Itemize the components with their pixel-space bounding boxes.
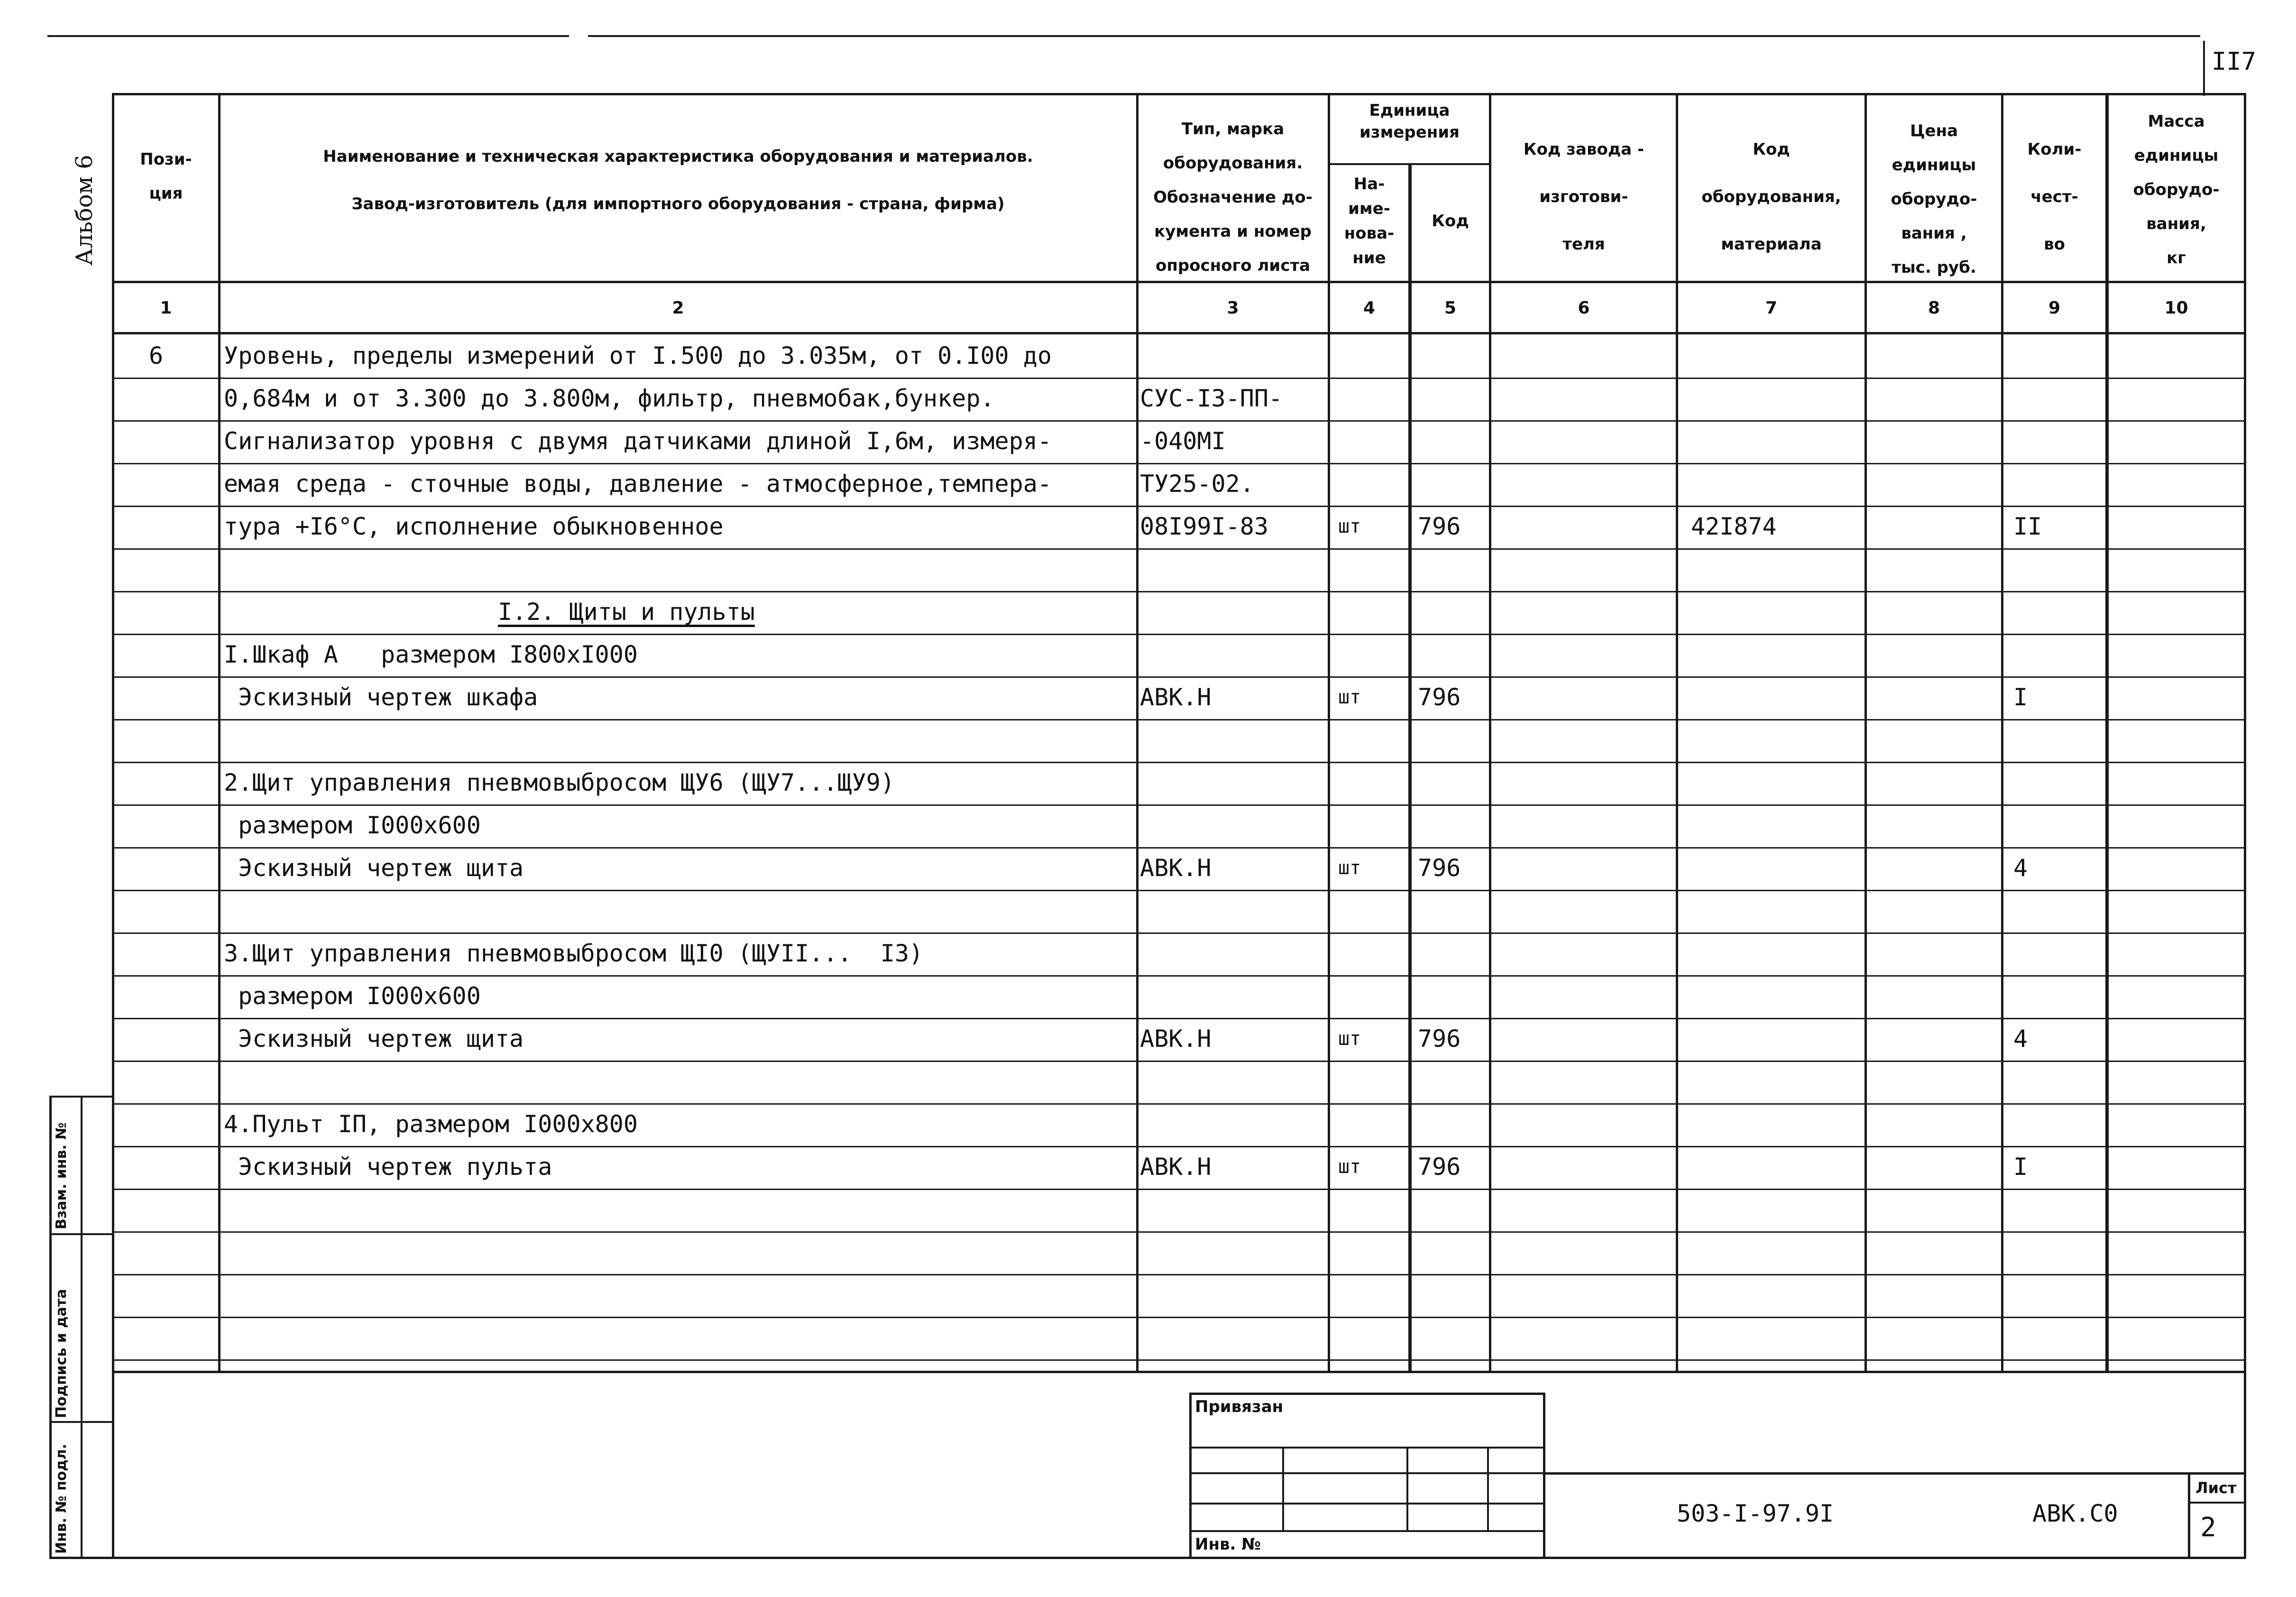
header-position: Пози- ция [140,150,192,203]
type-cell: АВК.Н [1140,854,1212,882]
header-unit-name: На- име- нова- ние [1344,175,1395,268]
type-cell: ТУ25-02. [1140,470,1254,498]
stamp-inv-original: Инв. № подл. [53,1443,70,1554]
col-number: 10 [2164,298,2188,318]
inv-no-label: Инв. № [1195,1535,1261,1554]
name-cell: Эскизный чертеж щита [224,854,524,882]
position-cell: 6 [149,342,164,369]
col-number: 1 [160,298,172,318]
section-heading: I.2. Щиты и пульты [498,598,755,626]
equipment-code-cell: 42I874 [1691,513,1777,540]
name-cell: 4.Пульт IП, размером I000х800 [224,1110,638,1138]
page-number: II7 [2212,47,2256,76]
unit-code-cell: 796 [1418,854,1461,882]
quantity-cell: 4 [2013,1025,2028,1052]
header-equipment-code: Код оборудования, материала [1701,140,1841,254]
header-factory-code: Код завода - изготови- теля [1523,140,1644,254]
unit-cell: шт [1338,516,1361,537]
quantity-cell: II [2013,513,2042,540]
name-cell: Сигнализатор уровня с двумя датчиками длиной I,6м, измеря- [224,427,1052,455]
stamp-inv-replace: Взам. инв. № [53,1122,70,1229]
sheet-label: Лист [2195,1479,2237,1497]
document-code: 503-I-97.9I [1677,1500,1834,1527]
quantity-cell: I [2013,683,2028,711]
type-cell: АВК.Н [1140,1025,1212,1052]
col-number: 9 [2048,298,2061,318]
col-number: 8 [1928,298,1940,318]
col-number: 4 [1363,298,1376,318]
name-cell: I.Шкаф А размером I800хI000 [224,641,638,668]
header-quantity: Коли- чест- во [2027,140,2082,254]
name-cell: 0,684м и от 3.300 до 3.800м, фильтр, пневмобак,бункер. [224,385,995,412]
name-cell: Эскизный чертеж щита [224,1025,524,1052]
unit-cell: шт [1338,1028,1361,1050]
unit-code-cell: 796 [1418,683,1461,711]
type-cell: АВК.Н [1140,683,1212,711]
header-mass: Масса единицы оборудо- вания, кг [2133,112,2220,268]
name-cell: 2.Щит управления пневмовыбросом ЩУ6 (ЩУ7...ЩУ9) [224,769,895,796]
name-cell: тура +I6°С, исполнение обыкновенное [224,513,724,540]
unit-cell: шт [1338,857,1361,879]
col-number: 6 [1578,298,1590,318]
album-label: Альбом 6 [71,155,98,266]
unit-code-cell: 796 [1418,1153,1461,1181]
stamp-sign-date: Подпись и дата [53,1289,70,1418]
quantity-cell: I [2013,1153,2028,1181]
quantity-cell: 4 [2013,854,2028,882]
section-code: АВК.С0 [2032,1500,2118,1527]
name-cell: размером I000х600 [224,812,481,839]
unit-cell: шт [1338,1156,1361,1178]
name-cell: 3.Щит управления пневмовыбросом ЩI0 (ЩУII... I3) [224,940,924,967]
col-number: 7 [1765,298,1778,318]
name-cell: Эскизный чертеж шкафа [224,683,538,711]
unit-code-cell: 796 [1418,1025,1461,1052]
bound-label: Привязан [1195,1397,1284,1416]
type-cell: 08I99I-83 [1140,513,1268,540]
name-cell: размером I000х600 [224,982,481,1010]
col-number: 5 [1444,298,1457,318]
col-number: 3 [1227,298,1239,318]
header-unit-group: Единица измерения [1359,101,1460,142]
unit-code-cell: 796 [1418,513,1461,540]
header-price: Цена единицы оборудо- вания , тыс. руб. [1891,121,1977,277]
col-number: 2 [672,298,684,318]
type-cell: -040МI [1140,427,1226,455]
type-cell: СУС-I3-ПП- [1140,385,1283,412]
header-unit-code: Код [1432,212,1469,231]
type-cell: АВК.Н [1140,1153,1212,1181]
name-cell: Уровень, пределы измерений от I.500 до 3.035м, от 0.I00 до [224,342,1052,369]
unit-cell: шт [1338,686,1361,708]
header-type: Тип, марка оборудования. Обозначение до- кумента и номер опросного листа [1153,120,1313,275]
name-cell: емая среда - сточные воды, давление - атмосферное,темпера- [224,470,1052,498]
sheet-number: 2 [2200,1512,2216,1543]
header-name: Наименование и техническая характеристика оборудования и материалов. Завод-изготовитель (для импортного оборудования - страна, фирма) [323,147,1033,213]
name-cell: Эскизный чертеж пульта [224,1153,552,1181]
